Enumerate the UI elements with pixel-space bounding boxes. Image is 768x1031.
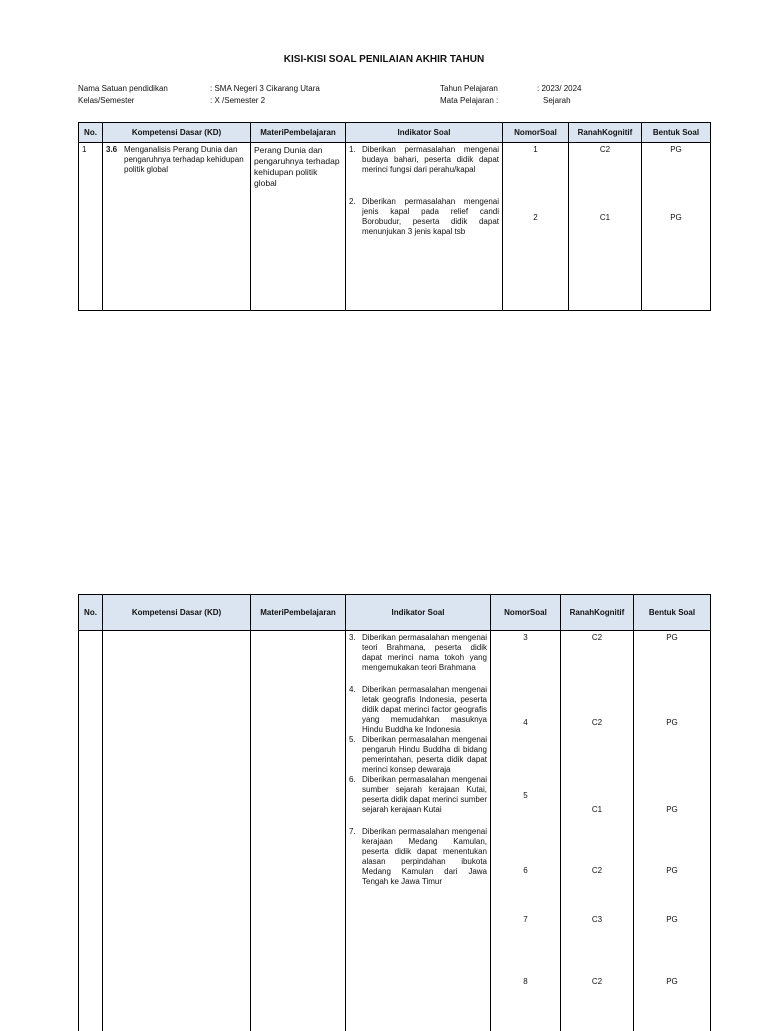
nomor-soal: 4 — [494, 718, 557, 728]
ranah-cell — [561, 631, 634, 1031]
kd-code: 3.6 — [106, 145, 124, 175]
tahun-value: : 2023/ 2024 — [537, 83, 581, 95]
header-ranah: RanahKognitif — [561, 595, 634, 631]
indikator-item: 3. Diberikan permasalahan mengenai teori Brahmana, peserta didik dapat merinci nama tokoh yang mengemukakan teori Brahmana — [349, 633, 487, 673]
page-title: KISI-KISI SOAL PENILAIAN AKHIR TAHUN — [0, 54, 768, 65]
bentuk-cell — [642, 143, 711, 311]
kd-cell — [103, 143, 251, 311]
bentuk-soal: PG — [637, 866, 707, 876]
kisi-table-1 — [78, 122, 711, 311]
ranah-kognitif: C2 — [564, 866, 630, 876]
header-no: No. — [79, 123, 103, 143]
header-no: No. — [79, 595, 103, 631]
nomor-cell — [503, 143, 569, 311]
indikator-item: 6. Diberikan permasalahan mengenai sumber sejarah kerajaan Kutai, peserta didik dapat merinci sumber sejarah kerajaan Kutai — [349, 775, 487, 815]
bentuk-soal: PG — [645, 145, 707, 155]
mapel-value: Sejarah — [543, 95, 571, 107]
materi-cell — [251, 631, 346, 1031]
ranah-kognitif: C2 — [564, 718, 630, 728]
header-bentuk: Bentuk Soal — [634, 595, 711, 631]
bentuk-soal: PG — [637, 805, 707, 815]
header-materi: MateriPembelajaran — [251, 595, 346, 631]
indikator-cell — [346, 631, 491, 1031]
header-indikator: Indikator Soal — [346, 123, 503, 143]
bentuk-soal: PG — [637, 915, 707, 925]
kelas-value: : X /Semester 2 — [210, 95, 265, 107]
header-bentuk: Bentuk Soal — [642, 123, 711, 143]
header-nomor: NomorSoal — [491, 595, 561, 631]
ranah-kognitif: C1 — [564, 805, 630, 815]
mapel-label: Mata Pelajaran : — [440, 95, 498, 107]
ranah-cell — [569, 143, 642, 311]
indikator-item: 2. Diberikan permasalahan mengenai jenis kapal pada relief candi Borobudur, peserta didik dapat menunjukan 3 jenis kapal tsb — [349, 197, 499, 237]
nomor-soal: 6 — [494, 866, 557, 876]
header-ranah: RanahKognitif — [569, 123, 642, 143]
header-nomor: NomorSoal — [503, 123, 569, 143]
indikator-item: 1. Diberikan permasalahan mengenai budaya bahari, peserta didik dapat merinci fungsi dari perahu/kapal — [349, 145, 499, 175]
header-kd: Kompetensi Dasar (KD) — [103, 595, 251, 631]
bentuk-soal: PG — [637, 633, 707, 643]
row-no: 1 — [79, 143, 103, 311]
bentuk-soal: PG — [637, 977, 707, 987]
nama-satuan-value: : SMA Negeri 3 Cikarang Utara — [210, 83, 320, 95]
bentuk-cell — [634, 631, 711, 1031]
header-indikator: Indikator Soal — [346, 595, 491, 631]
nama-satuan-label: Nama Satuan pendidikan — [78, 83, 168, 95]
indikator-item: 7. Diberikan permasalahan mengenai kerajaan Medang Kamulan, peserta didik dapat menentukan alasan perpindahan ibukota Medang Kamulan dari Jawa Tengah ke Jawa Timur — [349, 827, 487, 887]
nomor-soal: 3 — [494, 633, 557, 643]
indikator-cell — [346, 143, 503, 311]
ranah-kognitif: C2 — [564, 977, 630, 987]
tahun-label: Tahun Pelajaran — [440, 83, 498, 95]
bentuk-soal: PG — [637, 718, 707, 728]
indikator-item: 4. Diberikan permasalahan mengenai letak geografis Indonesia, peserta didik dapat merinci factor geografis yang memudahkan masuknya Hindu Buddha ke Indonesia — [349, 685, 487, 735]
indikator-item: 5. Diberikan permasalahan mengenai pengaruh Hindu Buddha di bidang pemerintahan, peserta didik dapat merinci konsep dewaraja — [349, 735, 487, 775]
ranah-kognitif: C1 — [572, 213, 638, 223]
nomor-soal: 2 — [506, 213, 565, 223]
nomor-soal: 8 — [494, 977, 557, 987]
kd-cell — [103, 631, 251, 1031]
kd-text: Menganalisis Perang Dunia dan pengaruhnya terhadap kehidupan politik global — [124, 145, 247, 175]
header-kd: Kompetensi Dasar (KD) — [103, 123, 251, 143]
header-materi: MateriPembelajaran — [251, 123, 346, 143]
kelas-label: Kelas/Semester — [78, 95, 134, 107]
ranah-kognitif: C3 — [564, 915, 630, 925]
materi-cell: Perang Dunia dan pengaruhnya terhadap kehidupan politik global — [251, 143, 346, 311]
ranah-kognitif: C2 — [572, 145, 638, 155]
nomor-soal: 1 — [506, 145, 565, 155]
nomor-soal: 7 — [494, 915, 557, 925]
nomor-cell — [491, 631, 561, 1031]
bentuk-soal: PG — [645, 213, 707, 223]
ranah-kognitif: C2 — [564, 633, 630, 643]
kisi-table-2 — [78, 594, 711, 1031]
row-no — [79, 631, 103, 1031]
nomor-soal: 5 — [494, 791, 557, 801]
